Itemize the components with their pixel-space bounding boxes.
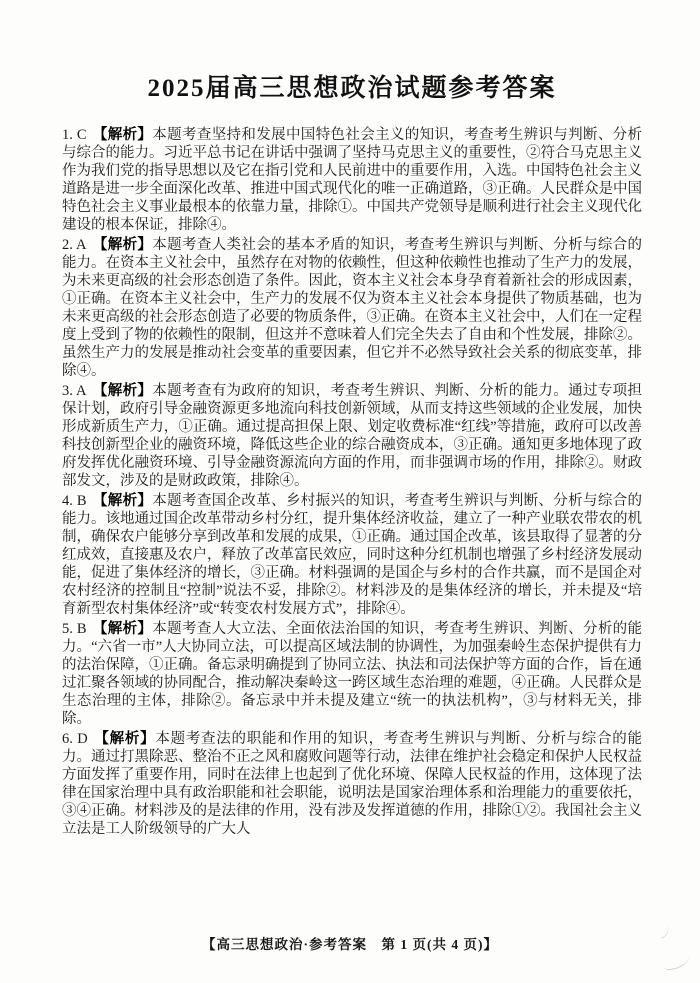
answer-item-1: [62, 126, 642, 234]
analysis-tag: 【解析】: [93, 731, 156, 747]
answer-item-3: [62, 382, 642, 490]
answer-item-5: [62, 620, 642, 728]
question-number-answer: 3. A: [62, 383, 87, 399]
analysis-tag: 【解析】: [92, 383, 153, 399]
question-number-answer: 1. C: [62, 127, 87, 143]
page-title: 2025届高三思想政治试题参考答案: [147, 75, 557, 102]
analysis-tag: 【解析】: [92, 493, 153, 509]
answer-item-2: [62, 236, 642, 380]
analysis-text: 本题考查坚持和发展中国特色社会主义的知识，考查考生辨识与判断、分析与综合的能力。习近平总书记在讲话中强调了坚持马克思主义的重要性，②符合马克思主义作为我们党的指导思想以及它在指引党和人民前进中的重要作用，入选。中国特色社会主义道路是进一步全面深化改革、推进中国式现代化的唯一正确道路，③正确。人民群众是中国特色社会主义事业最根本的依靠力量，排除①。中国共产党领导是顺利进行社会主义现代化建设的根本保证，排除④。: [62, 127, 643, 233]
analysis-text: 本题考查法的职能和作用的知识，考查考生辨识与判断、分析与综合的能力。通过打黑除恶、整治不正之风和腐败问题等行动，法律在维护社会稳定和保护人民权益方面发挥了重要作用，同时在法律上也起到了优化环境、保障人民权益的作用，这体现了法律在国家治理中具有政治职能和社会职能，说明法是国家治理体系和治理能力的重要依托，③④正确。材料涉及的是法律的作用，没有涉及发挥道德的作用，排除①②。我国社会主义立法是工人阶级领导的广大人: [62, 731, 642, 837]
answer-item-4: [62, 492, 642, 618]
analysis-tag: 【解析】: [92, 621, 153, 637]
question-number-answer: 4. B: [62, 493, 87, 509]
question-number-answer: 5. B: [62, 621, 87, 637]
question-number-answer: 2. A: [62, 237, 87, 253]
analysis-text: 本题考查国企改革、乡村振兴的知识，考查考生辨识与判断、分析与综合的能力。该地通过国企改革带动乡村分红，提升集体经济收益，建立了一种产业联农带农的机制，确保农户能够分享到改革和发展的成果，①正确。通过国企改革，该县取得了显著的分红成效，直接惠及农户，释放了改革富民效应，同时这种分红机制也增强了乡村经济发展动能，促进了集体经济的增长，③正确。材料强调的是国企与乡村的合作共赢，而不是国企对农村经济的控制且“控制”说法不妥，排除②。材料涉及的是集体经济的增长，并未提及“培育新型农村集体经济”或“转变农村发展方式”，排除④。: [62, 493, 643, 617]
analysis-text: 本题考查有为政府的知识，考查考生辨识、判断、分析的能力。通过专项担保计划，政府引导金融资源更多地流向科技创新领域，从而支持这些领域的企业发展，加快形成新质生产力，①正确。通过提高担保上限、划定收费标准“红线”等措施，政府可以改善科技创新型企业的融资环境，降低这些企业的综合融资成本，③正确。通知更多地体现了政府发挥优化融资环境、引导金融资源流向方面的作用，而非强调市场的作用，排除②。财政部发文，涉及的是财政政策，排除④。: [62, 383, 643, 489]
question-number-answer: 6. D: [62, 731, 88, 747]
analysis-tag: 【解析】: [92, 237, 153, 253]
answer-item-6: [62, 730, 642, 838]
page-footer: 【高三思想政治·参考答案 第 1 页(共 4 页)】: [202, 937, 498, 952]
page-curl-mark: [663, 952, 691, 970]
analysis-text: 本题考查人大立法、全面依法治国的知识，考查考生辨识、判断、分析的能力。“六省一市”人大协同立法，可以提高区域法制的协调性，为加强秦岭生态保护提供有力的法治保障，①正确。备忘录明确提到了协同立法、执法和司法保护等方面的合作，旨在通过汇聚各领域的协同配合，推动解决秦岭这一跨区域生态治理的难题，④正确。人民群众是生态治理的主体，排除②。备忘录中并未提及建立“统一的执法机构”，③与材料无关，排除。: [62, 621, 643, 727]
analysis-tag: 【解析】: [92, 127, 153, 143]
analysis-text: 本题考查人类社会的基本矛盾的知识，考查考生辨识与判断、分析与综合的能力。在资本主义社会中，虽然存在对物的依赖性，但这种依赖性也推动了生产力的发展，为未来更高级的社会形态创造了条件。因此，资本主义社会本身孕育着新社会的形成因素，①正确。在资本主义社会中，生产力的发展不仅为资本主义社会本身提供了物质基础，也为未来更高级的社会形态创造了必要的物质条件，③正确。在资本主义社会中，人们在一定程度上受到了物的依赖性的限制，但这并不意味着人们完全失去了自由和个性发展，排除②。虽然生产力的发展是推动社会变革的重要因素，但它并不必然导致社会关系的彻底变革，排除④。: [62, 237, 643, 379]
